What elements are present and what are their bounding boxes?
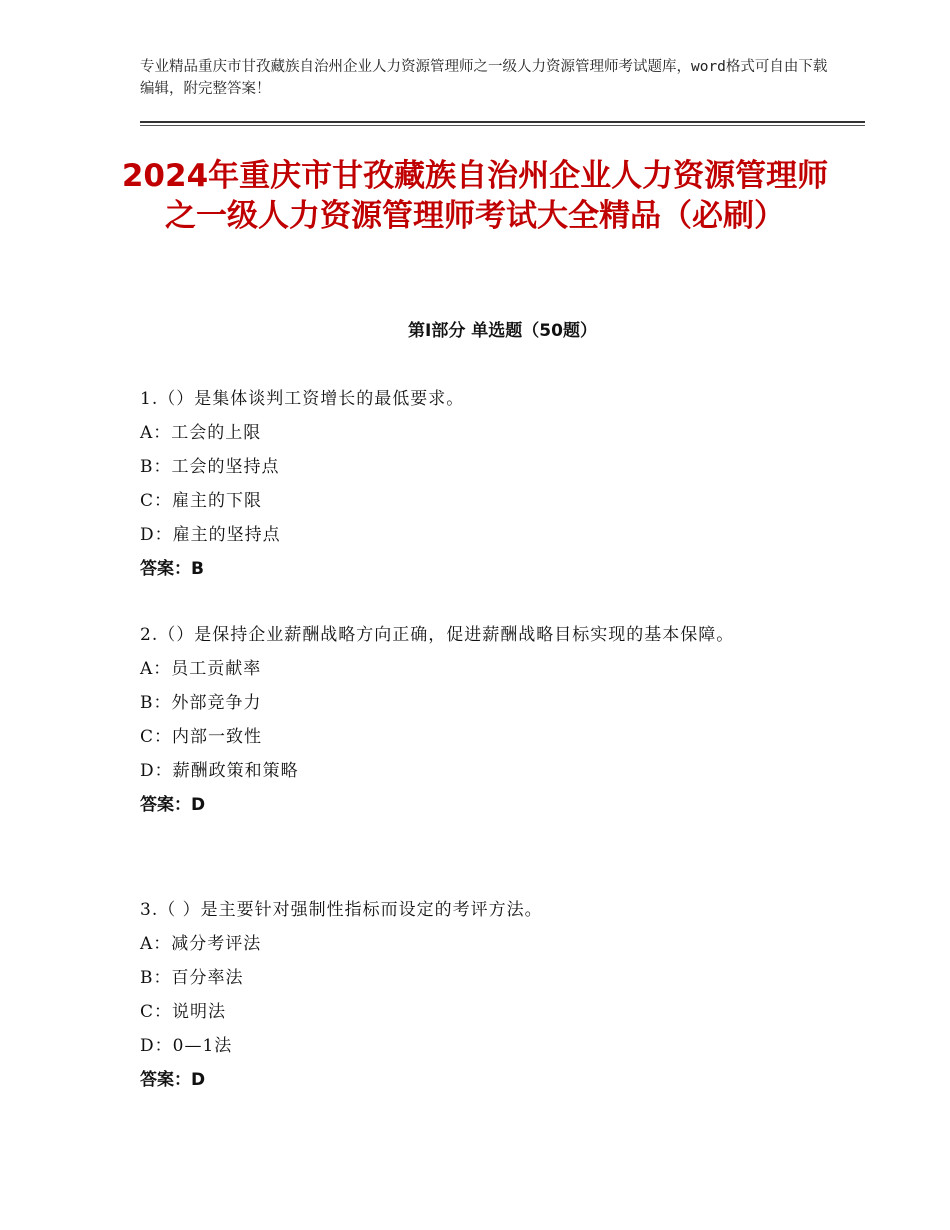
answer: 答案：B [140,559,204,579]
answer: 答案：D [140,795,206,815]
header-note: 专业精品重庆市甘孜藏族自治州企业人力资源管理师之一级人力资源管理师考试题库，word格式可自由下载编辑，附完整答案！ [140,59,828,97]
option-a: A：员工贡献率 [140,659,262,679]
option-c: C：说明法 [140,1002,227,1022]
question-3 [140,893,840,1097]
question-1 [140,382,840,586]
question-stem: 2.（）是保持企业薪酬战略方向正确，促进薪酬战略目标实现的基本保障。 [140,625,735,645]
option-d: D：雇主的坚持点 [140,525,281,545]
option-a: A：减分考评法 [140,934,262,954]
document-title: 2024年重庆市甘孜藏族自治州企业人力资源管理师之一级人力资源管理师考试大全精品（必刷） [121,158,829,234]
option-b: B：工会的坚持点 [140,457,280,477]
option-d: D：0—1法 [140,1036,233,1056]
option-a: A：工会的上限 [140,423,262,443]
question-2 [140,620,840,822]
question-stem: 1.（）是集体谈判工资增长的最低要求。 [140,389,465,409]
header-divider-thin [140,125,865,126]
option-d: D：薪酬政策和策略 [140,761,299,781]
header-divider-thick [140,121,865,123]
option-b: B：百分率法 [140,968,244,988]
section-title: 第Ⅰ部分 单选题（50题） [408,321,597,341]
question-stem: 3.（ ）是主要针对强制性指标而设定的考评方法。 [140,900,543,920]
option-b: B：外部竞争力 [140,693,262,713]
option-c: C：雇主的下限 [140,491,263,511]
option-c: C：内部一致性 [140,727,263,747]
answer: 答案：D [140,1070,206,1090]
